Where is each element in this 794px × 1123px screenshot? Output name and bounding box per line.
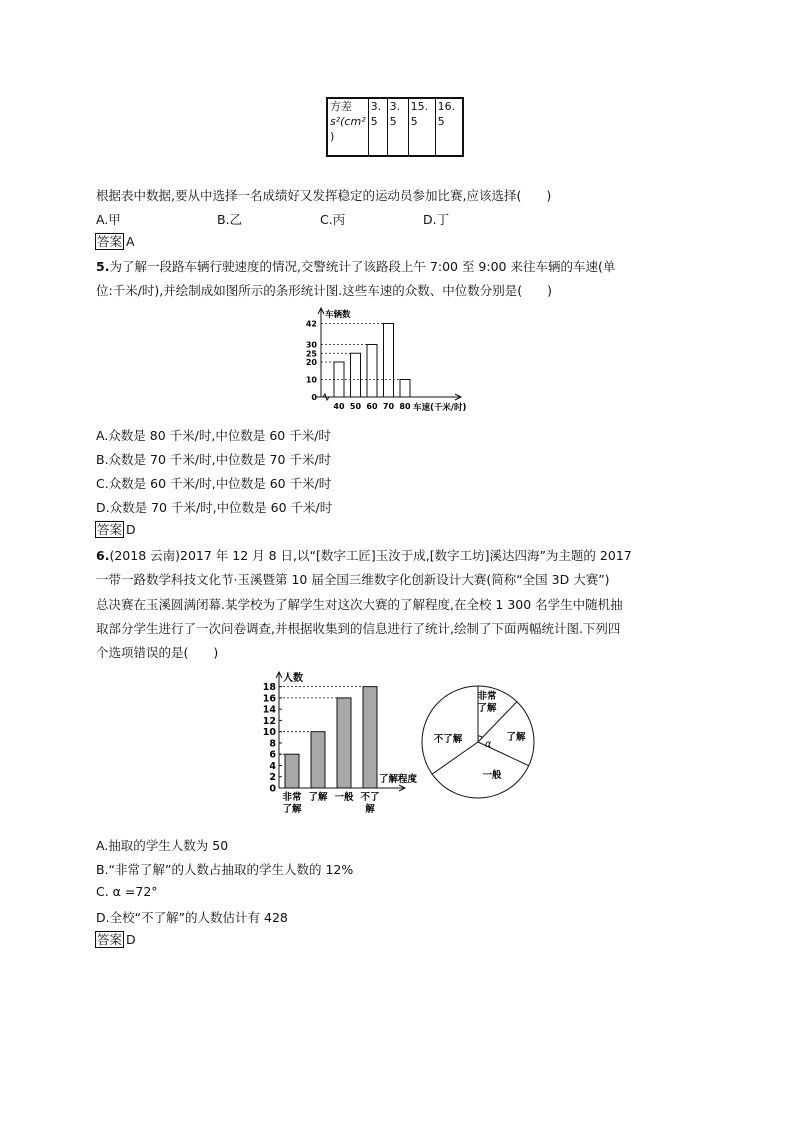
- q4-options: [96, 210, 449, 228]
- x-tick-label: 50: [349, 402, 362, 411]
- y-tick-label: 18: [262, 682, 276, 694]
- q5-option-d: D.众数是 70 千米/时,中位数是 60 千米/时: [96, 500, 333, 515]
- variance-cell-part: 15.: [410, 100, 429, 113]
- variance-header-line: ): [330, 130, 335, 143]
- variance-cell: [368, 98, 387, 156]
- awareness-pie-chart: [418, 682, 538, 802]
- variance-cell: [408, 98, 435, 156]
- q5-number: 5.: [96, 259, 110, 274]
- x-tick-label: 70: [382, 402, 395, 411]
- bar: [311, 732, 325, 788]
- pie-slice-label: 一般: [482, 770, 502, 781]
- y-tick-label: 0: [311, 393, 317, 402]
- x-tick-label: 40: [333, 402, 345, 411]
- variance-cell: [435, 98, 463, 156]
- y-tick-label: 14: [262, 704, 276, 716]
- variance-cell-part: 5: [370, 115, 378, 128]
- q6-line4: 取部分学生进行了一次问卷调查,并根据收集到的信息进行了统计,绘制了下面两幅统计图.下列四: [96, 621, 621, 636]
- y-tick-label: 6: [269, 749, 276, 761]
- q6-line2: 一带一路数学科技文化节·玉溪暨第 10 届全国三维数字化创新设计大赛(简称“全国 3D 大赛”): [96, 572, 610, 587]
- q5-option-a: A.众数是 80 千米/时,中位数是 60 千米/时: [96, 428, 331, 443]
- q6-option-d: D.全校“不了解”的人数估计有 428: [96, 910, 288, 925]
- q6-number: 6.: [96, 548, 110, 563]
- q4-option-b: B.乙: [217, 212, 243, 227]
- x-tick-label: 了解: [282, 804, 302, 815]
- bar: [285, 754, 299, 788]
- bar: [351, 353, 361, 397]
- answer-label: 答案: [97, 932, 123, 947]
- bar: [367, 345, 377, 398]
- variance-header-line: s²(cm²: [330, 115, 366, 128]
- q5-stem-text: 为了解一段路车辆行驶速度的情况,交警统计了该路段上午 7:00 至 9:00 来往车辆的车速(单: [109, 259, 616, 274]
- y-tick-label: 10: [305, 375, 317, 385]
- y-tick-label: 16: [262, 693, 276, 705]
- q5-option-c: C.众数是 60 千米/时,中位数是 60 千米/时: [96, 476, 332, 491]
- angle-label: α: [485, 739, 492, 750]
- answer-label: 答案: [97, 522, 123, 537]
- y-tick-label: 12: [262, 715, 276, 727]
- variance-table: [326, 97, 464, 157]
- answer-label: 答案: [97, 234, 123, 249]
- x-tick-label: 80: [399, 402, 411, 411]
- q4-stem: 根据表中数据,要从中选择一名成绩好又发挥稳定的运动员参加比赛,应该选择( ): [96, 188, 552, 203]
- q6-line5: 个选项错误的是( ): [96, 645, 219, 660]
- y-tick-label: 30: [305, 340, 317, 350]
- q6-line-text: (2018 云南)2017 年 12 月 8 日,以“[数字工匠]玉汝于成,[数字工坊]溪达四海”为主题的 2017: [109, 548, 632, 563]
- y-tick-label: 8: [269, 738, 276, 750]
- variance-cell-part: 3.: [389, 100, 401, 113]
- variance-cell: [387, 98, 408, 156]
- pie-slice-label: 了解: [506, 732, 526, 743]
- q4-answer-row: [95, 233, 135, 250]
- y-tick-label: 42: [305, 319, 317, 329]
- x-tick-label: 60: [366, 402, 378, 411]
- bar: [400, 380, 410, 398]
- y-tick-label: 25: [305, 349, 317, 359]
- y-tick-label: 10: [262, 727, 276, 739]
- x-axis-label: 车速(千米/时): [413, 403, 467, 413]
- variance-header-line: 方差: [330, 100, 352, 113]
- x-tick-label: 不了: [360, 792, 380, 803]
- variance-header-cell: [327, 98, 368, 156]
- y-tick-label: 2: [269, 772, 276, 784]
- y-tick-label: 0: [269, 783, 276, 795]
- awareness-bar-chart: [255, 668, 435, 828]
- y-axis-label: 车辆数: [325, 310, 351, 320]
- q4-option-c: C.丙: [320, 212, 346, 227]
- variance-cell-part: 16.: [437, 100, 456, 113]
- vehicle-speed-bar-chart: [295, 305, 480, 415]
- x-tick-label: 一般: [334, 792, 354, 803]
- pie-slice-label: 了解: [477, 703, 497, 714]
- y-tick-label: 20: [305, 358, 317, 367]
- bar: [384, 324, 394, 398]
- q4-option-a: A.甲: [96, 212, 121, 227]
- variance-cell-part: 5: [410, 115, 418, 128]
- pie-slice-label: 非常: [477, 691, 497, 702]
- q6-option-c: C. α =72°: [96, 884, 158, 899]
- q6-answer: D: [126, 932, 136, 947]
- q5-option-b: B.众数是 70 千米/时,中位数是 70 千米/时: [96, 452, 332, 467]
- q5-stem-line1: [96, 257, 615, 275]
- q5-answer: D: [126, 522, 136, 537]
- y-axis-label: 人数: [283, 673, 303, 684]
- x-axis-label: 了解程度: [379, 774, 418, 785]
- variance-cell-part: 5: [437, 115, 445, 128]
- q6-option-b: B.“非常了解”的人数占抽取的学生人数的 12%: [96, 862, 354, 877]
- bar: [337, 698, 351, 788]
- variance-cell-part: 3.: [370, 100, 382, 113]
- q5-answer-row: [95, 521, 136, 538]
- x-tick-label: 了解: [308, 792, 328, 803]
- q6-answer-row: [95, 931, 136, 948]
- variance-cell-part: 5: [389, 115, 397, 128]
- bar: [363, 687, 377, 788]
- q4-option-d: D.丁: [423, 212, 450, 227]
- q6-line1: [96, 546, 632, 564]
- q5-stem-line2: 位:千米/时),并绘制成如图所示的条形统计图.这些车速的众数、中位数分别是( ): [96, 283, 553, 298]
- q6-line3: 总决赛在玉溪圆满闭幕.某学校为了解学生对这次大赛的了解程度,在全校 1 300 名学生中随机抽: [96, 597, 623, 612]
- pie-slice-label: 不了解: [433, 734, 463, 745]
- x-tick-label: 解: [365, 804, 375, 815]
- q6-option-a: A.抽取的学生人数为 50: [96, 838, 229, 853]
- x-tick-label: 非常: [282, 792, 302, 803]
- y-tick-label: 4: [269, 760, 276, 772]
- q4-answer: A: [126, 234, 135, 249]
